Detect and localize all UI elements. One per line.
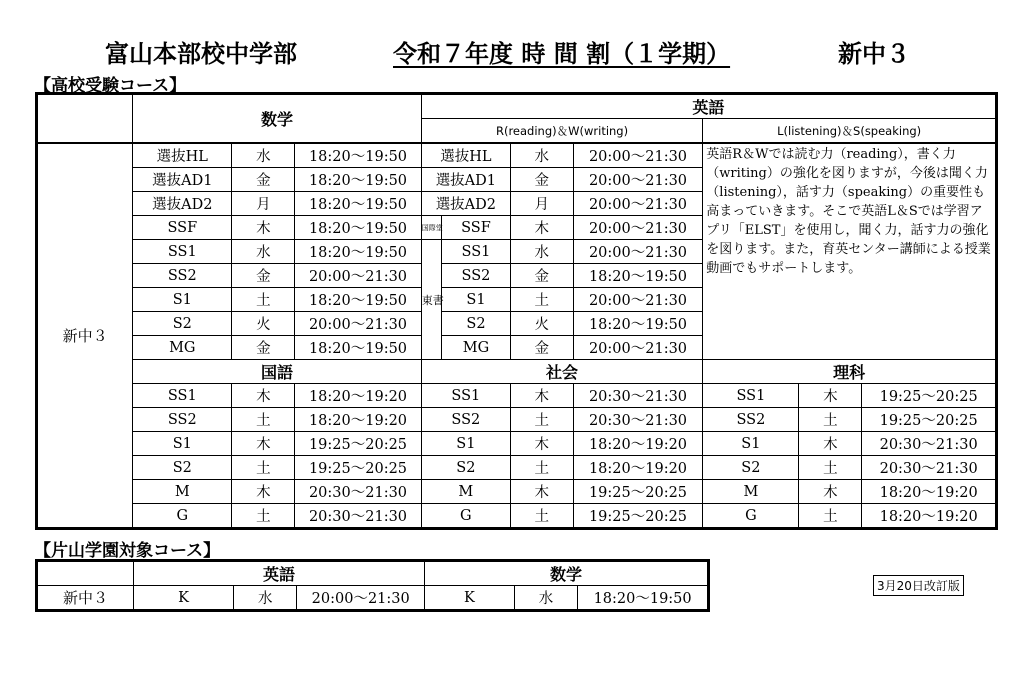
grade-label: 新中３: [37, 143, 133, 529]
english-day: 金: [510, 168, 573, 192]
japanese-day: 土: [232, 408, 295, 432]
corner-cell: [37, 561, 134, 586]
corner-cell: [37, 94, 133, 144]
math-day: 金: [232, 168, 295, 192]
japanese-day: 土: [232, 504, 295, 529]
science-day: 木: [799, 384, 862, 408]
english-time: 18:20〜19:50: [573, 264, 703, 288]
japanese-time: 19:25〜20:25: [295, 456, 422, 480]
table-row: [37, 456, 997, 480]
english-day: 水: [510, 143, 573, 168]
english-class: SS2: [442, 264, 511, 288]
english-class: SS1: [442, 240, 511, 264]
math-day: 土: [232, 288, 295, 312]
social-time: 18:20〜19:20: [573, 432, 703, 456]
science-time: 19:25〜20:25: [862, 408, 997, 432]
japanese-time: 20:30〜21:30: [295, 480, 422, 504]
table-row: [37, 504, 997, 529]
k-math-day: 水: [514, 586, 577, 611]
japanese-day: 木: [232, 480, 295, 504]
katayama-course-timetable: [35, 559, 710, 612]
table-row: [37, 480, 997, 504]
english-day: 水: [510, 240, 573, 264]
english-day: 土: [510, 288, 573, 312]
science-time: 18:20〜19:20: [862, 504, 997, 529]
table-row: [37, 586, 709, 611]
english-class: 選抜HL: [421, 143, 510, 168]
english-rw-header: R(reading)＆W(writing): [421, 119, 703, 144]
k-grade-label: 新中３: [37, 586, 134, 611]
japanese-class: SS2: [133, 408, 232, 432]
english-class: SSF: [442, 216, 511, 240]
science-class: S2: [703, 456, 799, 480]
science-class: SS1: [703, 384, 799, 408]
term-title: 令和７年度 時 間 割（１学期）: [393, 40, 731, 68]
english-day: 火: [510, 312, 573, 336]
social-day: 木: [510, 480, 573, 504]
math-time: 20:00〜21:30: [295, 264, 422, 288]
social-header: 社会: [421, 360, 703, 384]
social-class: SS2: [421, 408, 510, 432]
katayama-course-label: 【片山学園対象コース】: [34, 541, 221, 561]
math-time: 18:20〜19:50: [295, 240, 422, 264]
math-class: S1: [133, 288, 232, 312]
grade-title: 新中３: [838, 40, 910, 68]
japanese-day: 木: [232, 432, 295, 456]
english-time: 20:00〜21:30: [573, 288, 703, 312]
english-header: 英語: [421, 94, 996, 119]
math-day: 水: [232, 240, 295, 264]
english-class: S1: [442, 288, 511, 312]
math-class: S2: [133, 312, 232, 336]
math-time: 18:20〜19:50: [295, 336, 422, 360]
science-day: 土: [799, 408, 862, 432]
k-math-header: 数学: [425, 561, 709, 586]
table-row: [37, 384, 997, 408]
table-row: [37, 360, 997, 384]
exam-course-timetable: [35, 92, 998, 530]
japanese-day: 木: [232, 384, 295, 408]
math-time: 18:20〜19:50: [295, 192, 422, 216]
science-class: G: [703, 504, 799, 529]
math-day: 木: [232, 216, 295, 240]
k-math-time: 18:20〜19:50: [578, 586, 709, 611]
math-class: MG: [133, 336, 232, 360]
japanese-header: 国語: [133, 360, 422, 384]
math-day: 水: [232, 143, 295, 168]
english-day: 木: [510, 216, 573, 240]
english-time: 20:00〜21:30: [573, 143, 703, 168]
english-time: 18:20〜19:50: [573, 312, 703, 336]
english-time: 20:00〜21:30: [573, 216, 703, 240]
math-class: 選抜HL: [133, 143, 232, 168]
publisher-tag: 国際堂: [421, 216, 441, 240]
japanese-time: 18:20〜19:20: [295, 408, 422, 432]
math-time: 18:20〜19:50: [295, 143, 422, 168]
document-title: [0, 34, 1024, 66]
math-class: 選抜AD1: [133, 168, 232, 192]
math-class: SS1: [133, 240, 232, 264]
school-name: 富山本部校中学部: [105, 40, 297, 68]
english-ls-note: 英語R＆Wでは読む力（reading），書く力（writing）の強化を図りますが，今後は聞く力（listening），話す力（speaking）の重要性も高まっていきます。そこで英語L＆Sでは学習アプリ「ELST」を使用し，聞く力，話す力の強化を図ります。また，育英センター講師による授業動画でもサポートします。: [703, 143, 997, 360]
science-time: 20:30〜21:30: [862, 432, 997, 456]
science-time: 20:30〜21:30: [862, 456, 997, 480]
science-time: 18:20〜19:20: [862, 480, 997, 504]
english-day: 金: [510, 336, 573, 360]
science-day: 土: [799, 456, 862, 480]
japanese-class: M: [133, 480, 232, 504]
english-class: 選抜AD1: [421, 168, 510, 192]
japanese-time: 19:25〜20:25: [295, 432, 422, 456]
publisher-tag: 東書: [421, 240, 441, 360]
japanese-class: S2: [133, 456, 232, 480]
table-row: [37, 408, 997, 432]
japanese-class: SS1: [133, 384, 232, 408]
social-time: 18:20〜19:20: [573, 456, 703, 480]
k-english-time: 20:00〜21:30: [297, 586, 425, 611]
math-class: SS2: [133, 264, 232, 288]
k-english-day: 水: [234, 586, 297, 611]
english-time: 20:00〜21:30: [573, 240, 703, 264]
science-time: 19:25〜20:25: [862, 384, 997, 408]
social-day: 木: [510, 432, 573, 456]
japanese-day: 土: [232, 456, 295, 480]
revision-stamp: 3月20日改訂版: [873, 575, 964, 596]
science-class: SS2: [703, 408, 799, 432]
table-row: [37, 143, 997, 168]
japanese-time: 20:30〜21:30: [295, 504, 422, 529]
english-day: 金: [510, 264, 573, 288]
social-time: 20:30〜21:30: [573, 384, 703, 408]
table-row: [37, 561, 709, 586]
japanese-class: S1: [133, 432, 232, 456]
social-class: S1: [421, 432, 510, 456]
social-time: 20:30〜21:30: [573, 408, 703, 432]
exam-course-label: 【高校受験コース】: [34, 76, 187, 96]
math-day: 金: [232, 264, 295, 288]
social-class: SS1: [421, 384, 510, 408]
social-class: M: [421, 480, 510, 504]
social-class: G: [421, 504, 510, 529]
math-class: 選抜AD2: [133, 192, 232, 216]
english-class: S2: [442, 312, 511, 336]
japanese-class: G: [133, 504, 232, 529]
social-day: 木: [510, 384, 573, 408]
social-time: 19:25〜20:25: [573, 504, 703, 529]
science-day: 木: [799, 432, 862, 456]
english-day: 月: [510, 192, 573, 216]
english-time: 20:00〜21:30: [573, 336, 703, 360]
social-day: 土: [510, 408, 573, 432]
math-day: 月: [232, 192, 295, 216]
social-day: 土: [510, 456, 573, 480]
science-class: S1: [703, 432, 799, 456]
math-time: 20:00〜21:30: [295, 312, 422, 336]
social-day: 土: [510, 504, 573, 529]
science-class: M: [703, 480, 799, 504]
english-class: MG: [442, 336, 511, 360]
science-day: 土: [799, 504, 862, 529]
k-math-class: K: [425, 586, 515, 611]
social-time: 19:25〜20:25: [573, 480, 703, 504]
english-ls-header: L(listening)＆S(speaking): [703, 119, 997, 144]
math-day: 金: [232, 336, 295, 360]
math-class: SSF: [133, 216, 232, 240]
english-time: 20:00〜21:30: [573, 168, 703, 192]
social-class: S2: [421, 456, 510, 480]
science-day: 木: [799, 480, 862, 504]
math-day: 火: [232, 312, 295, 336]
table-row: [37, 94, 997, 119]
science-header: 理科: [703, 360, 997, 384]
english-time: 20:00〜21:30: [573, 192, 703, 216]
table-row: [37, 432, 997, 456]
k-english-header: 英語: [134, 561, 425, 586]
k-english-class: K: [134, 586, 234, 611]
english-class: 選抜AD2: [421, 192, 510, 216]
math-time: 18:20〜19:50: [295, 168, 422, 192]
math-time: 18:20〜19:50: [295, 288, 422, 312]
math-time: 18:20〜19:50: [295, 216, 422, 240]
japanese-time: 18:20〜19:20: [295, 384, 422, 408]
math-header: 数学: [133, 94, 422, 144]
